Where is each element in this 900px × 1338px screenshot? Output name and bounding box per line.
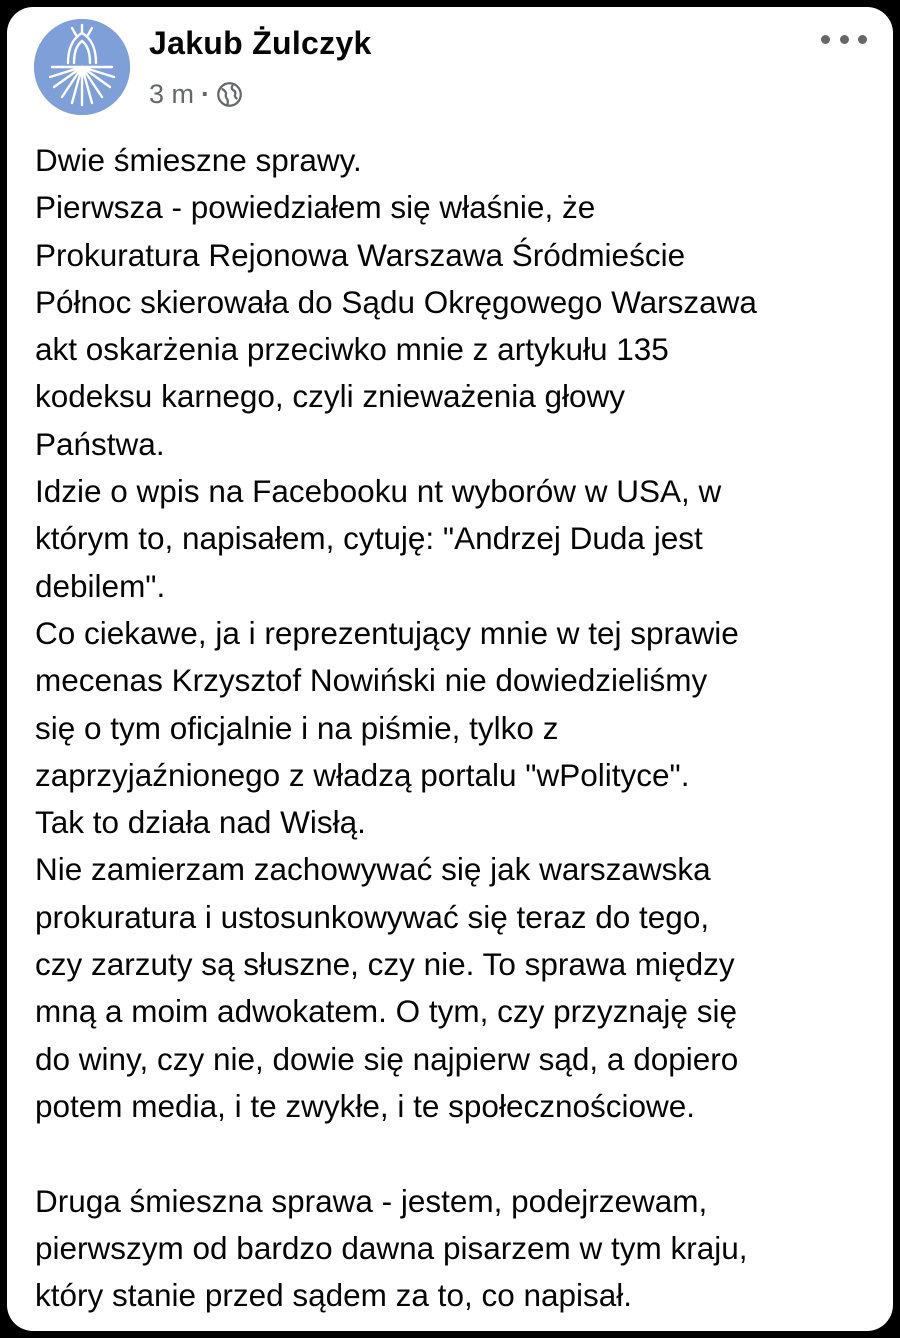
more-dot bbox=[858, 35, 867, 44]
post-text-line: czy zarzuty są słuszne, czy nie. To sprawa między bbox=[35, 946, 735, 983]
post-text-line: który stanie przed sądem za to, co napisał. bbox=[35, 1277, 633, 1314]
post-text-line: Północ skierowała do Sądu Okręgowego Warszawa bbox=[35, 283, 757, 320]
post-text bbox=[35, 137, 885, 1319]
more-dot bbox=[840, 35, 849, 44]
post-text-line: Druga śmieszna sprawa - jestem, podejrzewam, bbox=[35, 1182, 708, 1219]
post-text-line: mną a moim adwokatem. O tym, czy przyznaję się bbox=[35, 993, 737, 1030]
post-meta bbox=[149, 77, 243, 111]
post-text-line: Tak to działa nad Wisłą. bbox=[35, 804, 366, 841]
globe-icon[interactable] bbox=[216, 81, 243, 108]
paragraph-gap bbox=[35, 1130, 885, 1177]
post-text-line: Prokuratura Rejonowa Warszawa Śródmieście bbox=[35, 236, 686, 273]
post-text-line: Co ciekawe, ja i reprezentujący mnie w tej sprawie bbox=[35, 614, 739, 651]
post-text-line: prokuratura i ustosunkowywać się teraz do tego, bbox=[35, 898, 710, 935]
post-text-line: mecenas Krzysztof Nowiński nie dowiedzieliśmy bbox=[35, 662, 708, 699]
post-card bbox=[7, 7, 893, 1331]
post-text-line: zaprzyjaźnionego z władzą portalu "wPolityce". bbox=[35, 756, 690, 793]
post-text-line: debilem". bbox=[35, 567, 166, 604]
avatar[interactable] bbox=[34, 19, 130, 115]
author-name[interactable]: Jakub Żulczyk bbox=[149, 25, 372, 61]
post-text-line: akt oskarżenia przeciwko mnie z artykułu 135 bbox=[35, 331, 669, 368]
post-text-line: kodeksu karnego, czyli znieważenia głowy bbox=[35, 378, 626, 415]
more-dot bbox=[821, 35, 830, 44]
post-text-line: którym to, napisałem, cytuję: "Andrzej Duda jest bbox=[35, 520, 703, 557]
more-options-icon[interactable] bbox=[821, 27, 867, 51]
post-text-line: Dwie śmieszne sprawy. bbox=[35, 142, 362, 178]
sunburst-logo-icon bbox=[34, 19, 130, 115]
post-text-line: Nie zamierzam zachowywać się jak warszawska bbox=[35, 851, 711, 888]
post-text-line: do winy, czy nie, dowie się najpierw sąd, a dopiero bbox=[35, 1040, 739, 1077]
post-text-line: Idzie o wpis na Facebooku nt wyborów w USA, w bbox=[35, 473, 722, 510]
post-text-line: Pierwsza - powiedziałem się właśnie, że bbox=[35, 189, 596, 226]
post-text-line: Państwa. bbox=[35, 425, 165, 462]
meta-separator: · bbox=[201, 78, 211, 109]
post-text-line: się o tym oficjalnie i na piśmie, tylko z bbox=[35, 709, 559, 746]
post-text-line: potem media, i te zwykłe, i te społecznościowe. bbox=[35, 1087, 696, 1124]
post-text-line: pierwszym od bardzo dawna pisarzem w tym kraju, bbox=[35, 1229, 748, 1266]
timestamp[interactable]: 3 m bbox=[149, 78, 195, 109]
